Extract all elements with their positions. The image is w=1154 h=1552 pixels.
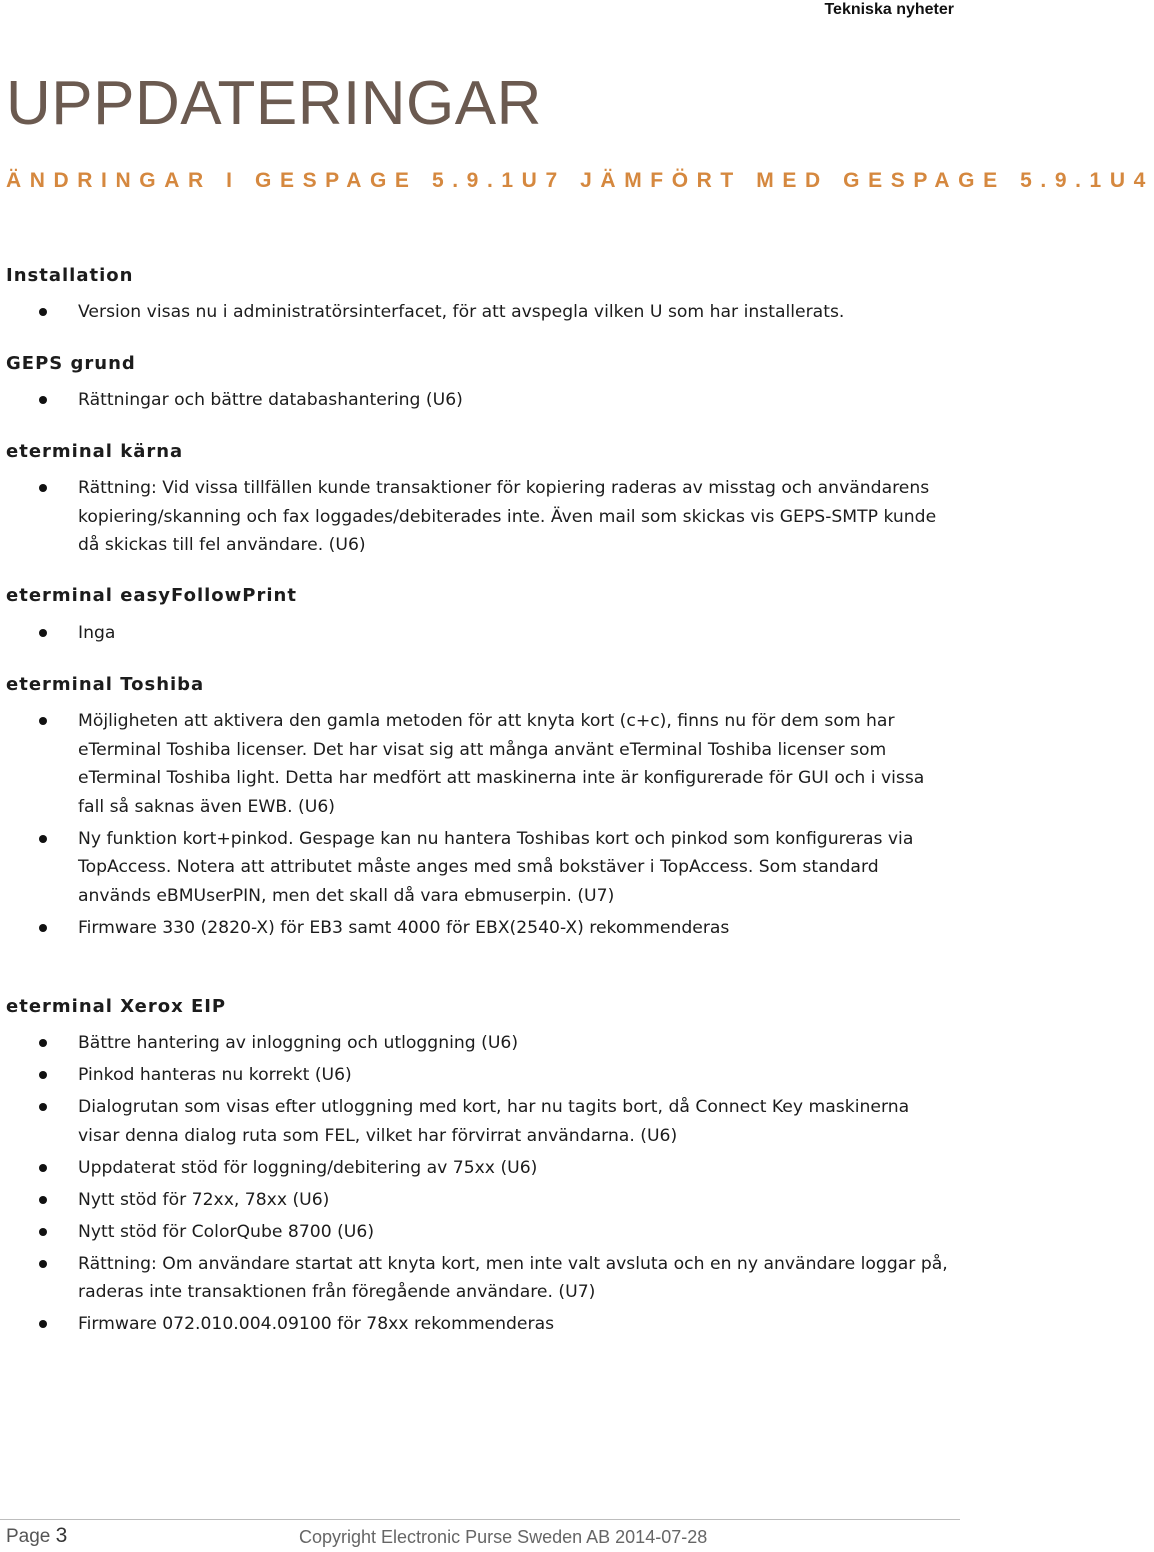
list-item: Uppdaterat stöd för loggning/debitering av 75xx (U6) [0,1154,950,1183]
list-item: Dialogrutan som visas efter utloggning med kort, har nu tagits bort, då Connect Key maskinerna visar denna dialog ruta som FEL, vilket har förvirrat användarna. (U6) [0,1093,950,1150]
footer-copyright: Copyright Electronic Purse Sweden AB 2014-07-28 [299,1527,708,1547]
list-item: Firmware 330 (2820-X) för EB3 samt 4000 för EBX(2540-X) rekommenderas [0,914,950,943]
bullet-list-easyfollowprint [0,619,950,651]
list-item: Version visas nu i administratörsinterfacet, för att avspegla vilken U som har installerats. [0,298,950,327]
list-item: Ny funktion kort+pinkod. Gespage kan nu hantera Toshibas kort och pinkod som konfigureras via TopAccess. Notera att attributet måste anges med små bokstäver i TopAccess. Som standard används eBMUserPIN, men det skall då vara ebmuserpin. (U7) [0,825,950,911]
list-item: Pinkod hanteras nu korrekt (U6) [0,1061,950,1090]
list-item: Rättning: Vid vissa tillfällen kunde transaktioner för kopiering raderas av misstag och användarens kopiering/skanning och fax loggades/debiterades inte. Även mail som skickas vis GEPS-SMTP kunde då skickas till fel användare. (U6) [0,474,950,560]
bullet-list-installation [0,298,950,330]
section-heading-xerox-eip: eterminal Xerox EIP [6,996,227,1017]
list-item: Bättre hantering av inloggning och utloggning (U6) [0,1029,950,1058]
list-item: Möjligheten att aktivera den gamla metoden för att knyta kort (c+c), finns nu för dem som har eTerminal Toshiba licenser. Det har visat sig att många använt eTerminal Toshiba licenser som eTerminal Toshiba light. Detta har medfört att maskinerna inte är konfigurerade för GUI och i vissa fall så saknas även EWB. (U6) [0,707,950,821]
page-number: 3 [55,1524,68,1547]
list-item: Rättning: Om användare startat att knyta kort, men inte valt avsluta och en ny användare loggar på, raderas inte transaktionen från föregående användare. (U7) [0,1250,950,1307]
list-item: Inga [0,619,950,648]
running-header: Tekniska nyheter [824,1,954,18]
page-title: UPPDATERINGAR [6,69,542,138]
bullet-list-geps-grund [0,386,950,418]
page-subtitle: ÄNDRINGAR I GESPAGE 5.9.1U7 JÄMFÖRT MED GESPAGE 5.9.1U4 [6,169,1154,192]
section-heading-toshiba: eterminal Toshiba [6,674,205,695]
section-heading-eterminal-karna: eterminal kärna [6,441,184,462]
section-heading-installation: Installation [6,265,134,286]
footer-page-number [6,1524,67,1549]
list-item: Firmware 072.010.004.09100 för 78xx rekommenderas [0,1310,950,1339]
page-label: Page [6,1526,51,1547]
section-heading-geps-grund: GEPS grund [6,353,136,374]
bullet-list-toshiba [0,707,950,946]
list-item: Rättningar och bättre databashantering (U6) [0,386,950,415]
section-heading-easyfollowprint: eterminal easyFollowPrint [6,585,297,606]
bullet-list-eterminal-karna [0,474,950,563]
bullet-list-xerox-eip [0,1029,950,1342]
list-item: Nytt stöd för ColorQube 8700 (U6) [0,1218,950,1247]
footer-divider [0,1519,960,1520]
list-item: Nytt stöd för 72xx, 78xx (U6) [0,1186,950,1215]
